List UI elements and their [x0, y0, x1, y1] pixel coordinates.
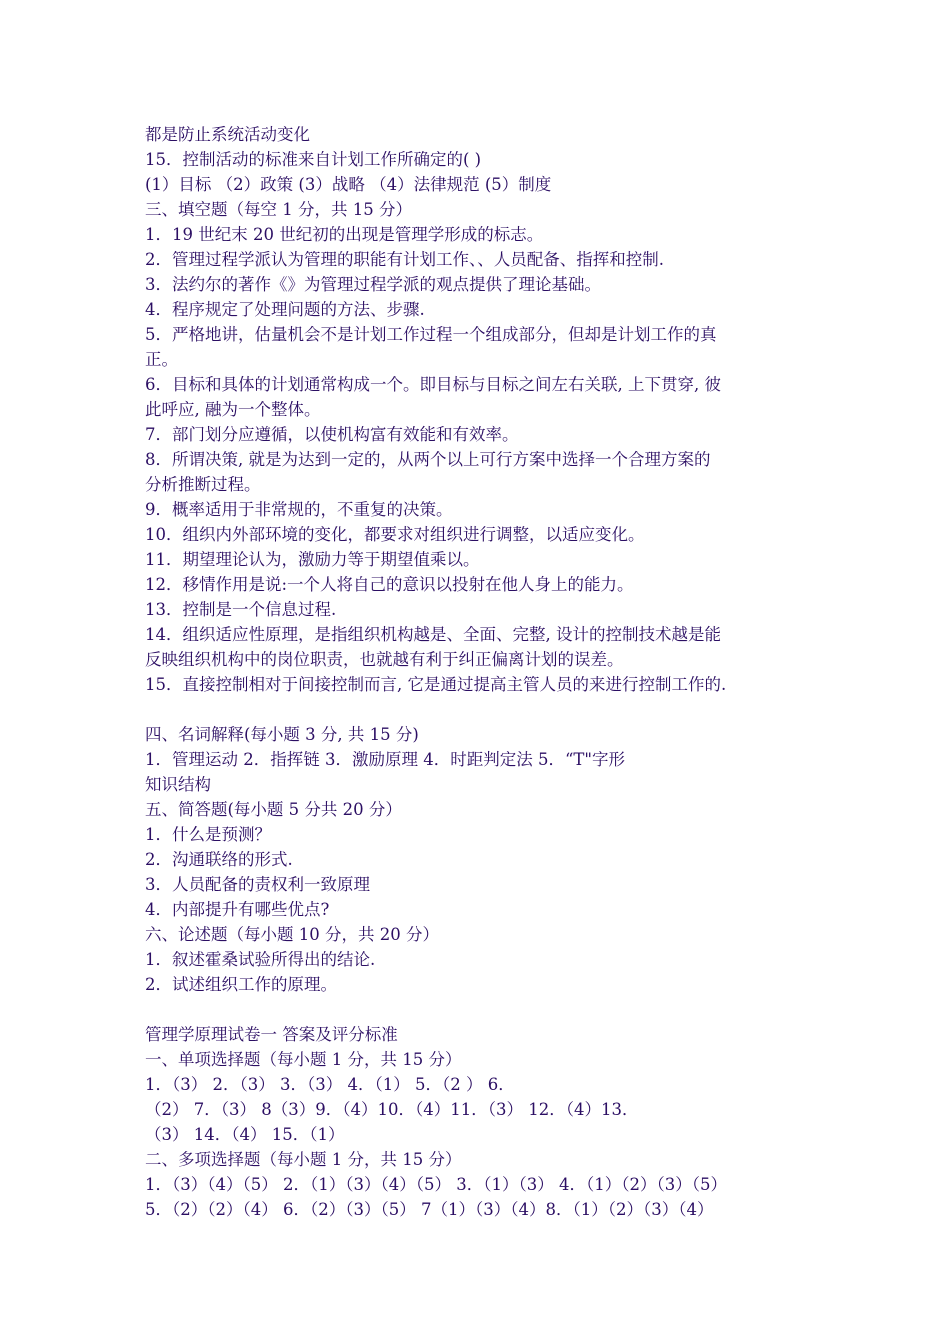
text-line: 14．组织适应性原理，是指组织机构越是、全面、完整, 设计的控制技术越是能 — [145, 625, 721, 644]
text-line: 都是防止系统活动变化 — [145, 125, 310, 144]
text-line: 6．目标和具体的计划通常构成一个。即目标与目标之间左右关联, 上下贯穿, 彼 — [145, 375, 721, 394]
text-line: 反映组织机构中的岗位职责，也就越有利于纠正偏离计划的误差。 — [145, 650, 624, 669]
text-line: 1．（3） 2．（3） 3．（3） 4．（1） 5．（2 ） 6． — [145, 1075, 515, 1094]
text-line: 5．（2）（2）（4） 6．（2）（3）（5） 7（1）（3）（4）8．（1）（2）（3）（4） — [145, 1200, 714, 1219]
text-line: 3．人员配备的责权利一致原理 — [145, 875, 370, 894]
text-line: 2．沟通联络的形式. — [145, 850, 293, 869]
text-line: 1．（3）（4）（5） 2．（1）（3）（4）（5） 3．（1）（3） 4．（1）（2）（3）（5） — [145, 1175, 727, 1194]
text-line: （2） 7．（3） 8（3）9．（4）10．（4）11．（3） 12．（4）13． — [145, 1100, 639, 1119]
document-text — [145, 122, 825, 1222]
text-line: 1．叙述霍桑试验所得出的结论. — [145, 950, 376, 969]
text-line: 15．直接控制相对于间接控制而言, 它是通过提高主管人员的来进行控制工作的. — [145, 675, 727, 694]
blank-line — [145, 697, 825, 722]
text-line: 分析推断过程。 — [145, 475, 261, 494]
text-line: 9．概率适用于非常规的，不重复的决策。 — [145, 500, 453, 519]
text-line: 二、多项选择题（每小题 1 分，共 15 分） — [145, 1150, 462, 1169]
text-line: 2．管理过程学派认为管理的职能有计划工作、、人员配备、指挥和控制. — [145, 250, 664, 269]
text-line: 五、简答题(每小题 5 分共 20 分） — [145, 800, 402, 819]
text-line: （3） 14．（4） 15．（1） — [145, 1125, 345, 1144]
text-line: 六、论述题（每小题 10 分，共 20 分） — [145, 925, 439, 944]
text-line: 管理学原理试卷一 答案及评分标准 — [145, 1025, 398, 1044]
text-line: 12．移情作用是说:一个人将自己的意识以投射在他人身上的能力。 — [145, 575, 634, 594]
text-line: 2．试述组织工作的原理。 — [145, 975, 337, 994]
text-line: 一、单项选择题（每小题 1 分，共 15 分） — [145, 1050, 462, 1069]
text-line: 知识结构 — [145, 775, 211, 794]
text-line: 7．部门划分应遵循，以使机构富有效能和有效率。 — [145, 425, 519, 444]
text-line: 4．内部提升有哪些优点? — [145, 900, 330, 919]
text-line: 13．控制是一个信息过程. — [145, 600, 337, 619]
text-line: 三、填空题（每空 1 分，共 15 分） — [145, 200, 412, 219]
text-line: (1）目标 （2）政策 (3）战略 （4）法律规范 (5）制度 — [145, 175, 552, 194]
blank-line — [145, 997, 825, 1022]
text-line: 3．法约尔的著作《》为管理过程学派的观点提供了理论基础。 — [145, 275, 601, 294]
text-line: 1．管理运动 2．指挥链 3．激励原理 4．时距判定法 5．“T"字形 — [145, 750, 625, 769]
text-line: 四、名词解释(每小题 3 分, 共 15 分) — [145, 725, 419, 744]
text-line: 此呼应, 融为一个整体。 — [145, 400, 321, 419]
text-line: 10．组织内外部环境的变化，都要求对组织进行调整，以适应变化。 — [145, 525, 645, 544]
text-line: 1．什么是预测？ — [145, 825, 271, 844]
text-line: 15．控制活动的标准来自计划工作所确定的( ) — [145, 150, 482, 169]
text-line: 4．程序规定了处理问题的方法、步骤. — [145, 300, 425, 319]
text-line: 正。 — [145, 350, 178, 369]
text-line: 8．所谓决策, 就是为达到一定的，从两个以上可行方案中选择一个合理方案的 — [145, 450, 711, 469]
text-line: 5．严格地讲，估量机会不是计划工作过程一个组成部分，但却是计划工作的真 — [145, 325, 717, 344]
text-line: 1．19 世纪末 20 世纪初的出现是管理学形成的标志。 — [145, 225, 544, 244]
text-line: 11．期望理论认为，激励力等于期望值乘以。 — [145, 550, 480, 569]
